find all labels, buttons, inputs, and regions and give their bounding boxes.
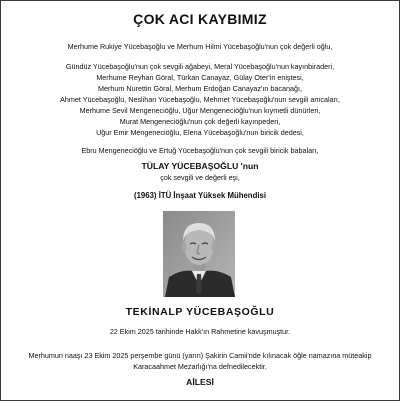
spouse-caption: çok sevgili ve değerli eşi, — [160, 173, 240, 182]
children-line: Ebru Mengeneciöğlu ve Ertuğ Yücebaşoğlu'nun çok sevgili biricik babaları, — [81, 146, 319, 155]
relation-line: Ahmet Yücebaşoğlu, Neslihan Yücebaşoğlu, Mehmet Yücebaşoğlu'nun sevgili amcaları, — [60, 95, 340, 104]
intro-line: Merhume Rukiye Yücebaşoğlu ve Merhum Hilmi Yücebaşoğlu'nun çok değerli oğlu, — [67, 42, 333, 51]
notice-heading: ÇOK ACI KAYBIMIZ — [133, 11, 267, 27]
relation-line: Merhum Nurettin Göral, Merhum Erdoğan Canayaz'ın bacanağı, — [98, 84, 302, 93]
deceased-name: TEKİNALP YÜCEBAŞOĞLU — [125, 306, 275, 318]
death-date-line: 22 Ekim 2025 tarihinde Hakk'ın Rahmetine kavuşmuştur. — [109, 327, 291, 336]
funeral-line: Merhumun naaşı 23 Ekim 2025 perşembe günü (yarın) Şakirin Camii'nde kılınacak öğle namazına müteakip — [28, 351, 372, 360]
relation-line: Gündüz Yücebaşoğlu'nun çok sevgili ağabeyi, Meral Yücebaşoğlu'nun kayınbiraderi, — [65, 62, 335, 71]
relation-line: Uğur Emir Mengeneciöğlu, Elena Yücebaşoğlu'nun biricik dedesi, — [96, 128, 304, 137]
portrait-icon — [163, 211, 235, 297]
spouse-name: TÜLAY YÜCEBAŞOĞLU 'nun — [141, 161, 259, 171]
relation-line: Murat Mengeneciöğlu'nun çok değerli kayınpederi, — [119, 117, 281, 126]
funeral-line: Karacaahmet Mezarlığı'na defnedilecektir. — [133, 362, 267, 371]
relation-line: Merhume Sevil Mengeneciöğlu, Uğur Mengeneciöğlu'nun kıymetli dünürleri, — [79, 106, 321, 115]
relation-line: Merhume Reyhan Göral, Türkan Canayaz, Gülay Oter'in eniştesi, — [96, 73, 304, 82]
portrait-photo — [163, 211, 235, 297]
profession-line: (1963) İTÜ İnşaat Yüksek Mühendisi — [133, 191, 266, 200]
signature: AİLESİ — [186, 377, 214, 387]
